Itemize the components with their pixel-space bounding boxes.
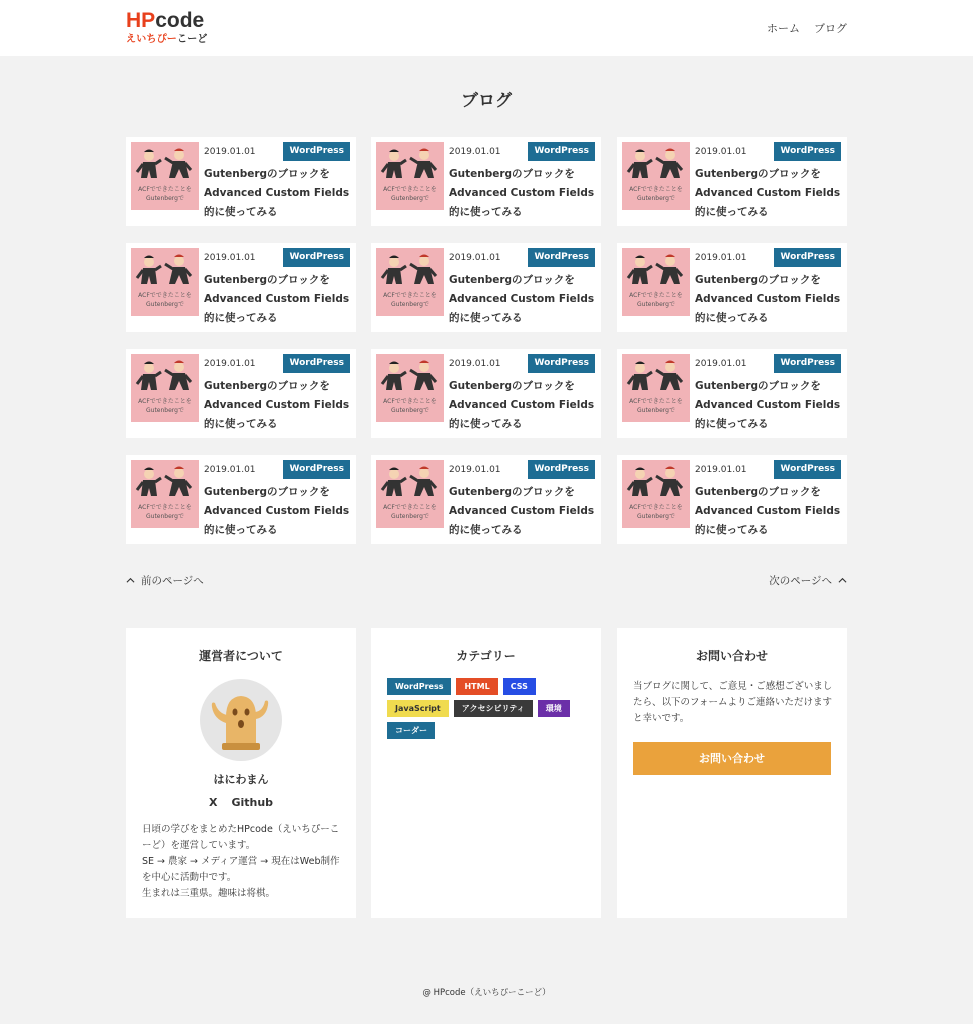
- prev-page-link[interactable]: [126, 573, 204, 588]
- thumbnail-caption: ACFでできたことを Gutenbergで: [138, 186, 192, 202]
- post-date: 2019.01.01: [204, 147, 256, 157]
- post-title: Gutenbergのブロックを Advanced Custom Fields的に使ってみる: [695, 274, 841, 324]
- thumbnail-caption: ACFでできたことを Gutenbergで: [383, 504, 437, 520]
- thumbnail-caption: ACFでできたことを Gutenbergで: [629, 398, 683, 414]
- post-thumbnail: [376, 354, 444, 422]
- post-card[interactable]: [617, 455, 847, 544]
- x-link[interactable]: X: [208, 796, 218, 809]
- category-badge[interactable]: WordPress: [528, 354, 595, 373]
- haniwa-icon: [200, 679, 282, 761]
- thumbnail-caption: ACFでできたことを Gutenbergで: [629, 186, 683, 202]
- post-thumbnail: [131, 248, 199, 316]
- thumbnail-caption: ACFでできたことを Gutenbergで: [138, 504, 192, 520]
- post-title: Gutenbergのブロックを Advanced Custom Fields的に使ってみる: [695, 486, 841, 536]
- social-links: [126, 796, 356, 809]
- post-title: Gutenbergのブロックを Advanced Custom Fields的に使ってみる: [449, 274, 595, 324]
- post-thumbnail: [376, 142, 444, 210]
- post-card[interactable]: [126, 455, 356, 544]
- page-title: ブログ: [461, 91, 512, 111]
- next-page-label: 次のページへ: [769, 575, 832, 587]
- category-badge[interactable]: WordPress: [528, 248, 595, 267]
- post-thumbnail: [376, 460, 444, 528]
- site-logo[interactable]: [126, 9, 208, 46]
- chevron-up-icon: [838, 576, 847, 585]
- category-heading: カテゴリー: [456, 649, 516, 663]
- post-thumbnail: [131, 142, 199, 210]
- author-bio: 日頃の学びをまとめたHPcode（えいちぴーこーど）を運営しています。 SE → 農家 → メディア運営 → 現在はWeb制作を中心に活動中です。 生まれは三重県。趣味は将棋。: [142, 824, 340, 899]
- post-card[interactable]: [617, 137, 847, 226]
- post-title: Gutenbergのブロックを Advanced Custom Fields的に使ってみる: [449, 380, 595, 430]
- post-date: 2019.01.01: [449, 147, 501, 157]
- category-tag[interactable]: アクセシビリティ: [454, 700, 533, 717]
- category-badge[interactable]: WordPress: [528, 460, 595, 479]
- author-widget: [126, 628, 356, 918]
- category-badge[interactable]: WordPress: [528, 142, 595, 161]
- category-tag[interactable]: CSS: [503, 678, 536, 695]
- logo-sub-red: えいちぴー: [126, 34, 177, 45]
- post-title: Gutenbergのブロックを Advanced Custom Fields的に使ってみる: [449, 486, 595, 536]
- thumbnail-caption: ACFでできたことを Gutenbergで: [383, 398, 437, 414]
- next-page-link[interactable]: [769, 573, 847, 588]
- category-badge[interactable]: WordPress: [774, 460, 841, 479]
- post-title: Gutenbergのブロックを Advanced Custom Fields的に使ってみる: [204, 168, 350, 218]
- category-tags: [387, 678, 587, 739]
- post-title: Gutenbergのブロックを Advanced Custom Fields的に使ってみる: [695, 168, 841, 218]
- copyright: @ HPcode（えいちぴーこーど）: [422, 988, 551, 998]
- site-header: [0, 0, 973, 56]
- category-badge[interactable]: WordPress: [283, 354, 350, 373]
- post-card[interactable]: [371, 349, 601, 438]
- author-name: はにわまん: [213, 773, 269, 786]
- logo-hp: HP: [126, 9, 156, 32]
- contact-widget: [617, 628, 847, 918]
- thumbnail-caption: ACFでできたことを Gutenbergで: [138, 292, 192, 308]
- post-thumbnail: [376, 248, 444, 316]
- post-card[interactable]: [371, 137, 601, 226]
- thumbnail-caption: ACFでできたことを Gutenbergで: [138, 398, 192, 414]
- logo-title: [126, 9, 208, 33]
- category-tag[interactable]: コーダー: [387, 722, 435, 739]
- prev-page-label: 前のページへ: [141, 575, 204, 587]
- post-card[interactable]: [617, 243, 847, 332]
- logo-sub-rest: こーど: [177, 34, 208, 45]
- category-tag[interactable]: 環境: [538, 700, 570, 717]
- category-badge[interactable]: WordPress: [774, 354, 841, 373]
- post-date: 2019.01.01: [449, 359, 501, 369]
- post-date: 2019.01.01: [695, 465, 747, 475]
- post-card[interactable]: [126, 349, 356, 438]
- post-thumbnail: [622, 460, 690, 528]
- author-heading: 運営者について: [199, 649, 283, 663]
- category-badge[interactable]: WordPress: [774, 248, 841, 267]
- post-card[interactable]: [371, 455, 601, 544]
- nav-blog[interactable]: ブログ: [814, 22, 847, 35]
- post-card[interactable]: [126, 137, 356, 226]
- post-date: 2019.01.01: [449, 465, 501, 475]
- contact-heading: お問い合わせ: [695, 649, 768, 663]
- post-title: Gutenbergのブロックを Advanced Custom Fields的に使ってみる: [204, 486, 350, 536]
- post-title: Gutenbergのブロックを Advanced Custom Fields的に使ってみる: [449, 168, 595, 218]
- nav-home[interactable]: ホーム: [767, 22, 800, 35]
- contact-button[interactable]: お問い合わせ: [633, 742, 831, 775]
- thumbnail-caption: ACFでできたことを Gutenbergで: [383, 292, 437, 308]
- category-badge[interactable]: WordPress: [774, 142, 841, 161]
- post-card[interactable]: [126, 243, 356, 332]
- post-thumbnail: [622, 354, 690, 422]
- post-date: 2019.01.01: [695, 359, 747, 369]
- category-badge[interactable]: WordPress: [283, 460, 350, 479]
- avatar: [200, 679, 282, 761]
- logo-code: code: [155, 9, 205, 32]
- github-link[interactable]: Github: [231, 796, 274, 809]
- thumbnail-caption: ACFでできたことを Gutenbergで: [383, 186, 437, 202]
- post-date: 2019.01.01: [695, 253, 747, 263]
- post-thumbnail: [131, 460, 199, 528]
- post-card[interactable]: [371, 243, 601, 332]
- global-nav: [767, 20, 847, 36]
- post-thumbnail: [622, 142, 690, 210]
- post-date: 2019.01.01: [204, 465, 256, 475]
- contact-text: 当ブログに関して、ご意見・ご感想ございましたら、以下のフォームよりご連絡いただけますと幸いです。: [633, 681, 833, 724]
- logo-subtitle: [126, 34, 208, 46]
- category-tag[interactable]: WordPress: [387, 678, 451, 695]
- thumbnail-caption: ACFでできたことを Gutenbergで: [629, 504, 683, 520]
- post-date: 2019.01.01: [204, 253, 256, 263]
- post-thumbnail: [131, 354, 199, 422]
- post-card[interactable]: [617, 349, 847, 438]
- post-date: 2019.01.01: [695, 147, 747, 157]
- post-thumbnail: [622, 248, 690, 316]
- post-title: Gutenbergのブロックを Advanced Custom Fields的に使ってみる: [695, 380, 841, 430]
- post-date: 2019.01.01: [204, 359, 256, 369]
- category-badge[interactable]: WordPress: [283, 142, 350, 161]
- category-widget: [371, 628, 601, 918]
- category-badge[interactable]: WordPress: [283, 248, 350, 267]
- chevron-up-icon: [126, 576, 135, 585]
- post-date: 2019.01.01: [449, 253, 501, 263]
- category-tag[interactable]: HTML: [456, 678, 497, 695]
- thumbnail-caption: ACFでできたことを Gutenbergで: [629, 292, 683, 308]
- category-tag[interactable]: JavaScript: [387, 700, 449, 717]
- post-title: Gutenbergのブロックを Advanced Custom Fields的に使ってみる: [204, 380, 350, 430]
- post-title: Gutenbergのブロックを Advanced Custom Fields的に使ってみる: [204, 274, 350, 324]
